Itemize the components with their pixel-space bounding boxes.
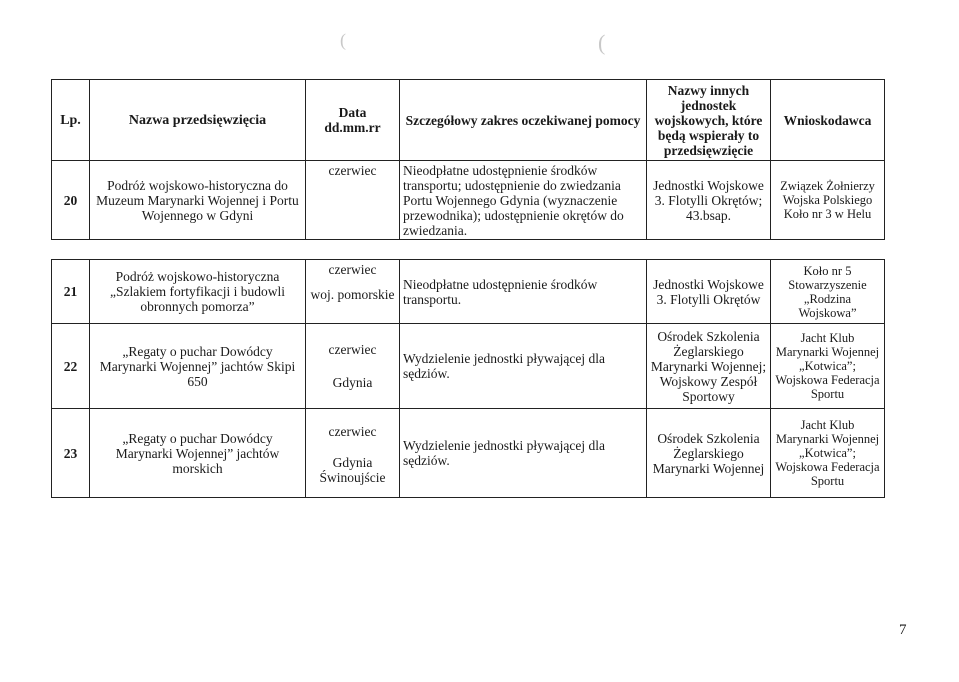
row-scope: Wydzielenie jednostki pływającej dla sędziów. <box>400 324 647 409</box>
row-date-month: czerwiec <box>328 262 377 277</box>
row-lp: 22 <box>52 324 90 409</box>
row-date <box>306 409 400 498</box>
row-scope: Nieodpłatne udostępnienie środków transportu; udostępnienie do zwiedzania Portu Wojennego Gdynia (wyznaczenie przewodnika); udostępnienie okrętów do zwiedzania. <box>400 161 647 240</box>
table-row <box>52 409 885 498</box>
table-row <box>52 161 885 240</box>
row-date-month: czerwiec <box>328 423 377 439</box>
row-scope: Wydzielenie jednostki pływającej dla sędziów. <box>400 409 647 498</box>
row-lp: 23 <box>52 409 90 498</box>
table-header-row <box>52 80 885 161</box>
assistance-table-part-2 <box>51 259 885 498</box>
row-date <box>306 260 400 324</box>
row-date <box>306 161 400 240</box>
row-lp: 20 <box>52 161 90 240</box>
row-date <box>306 324 400 409</box>
assistance-table-part-1 <box>51 79 885 240</box>
row-units: Jednostki Wojskowe 3. Flotylli Okrętów; 43.bsap. <box>647 161 771 240</box>
scan-mark-right: ( <box>598 30 606 55</box>
header-applicant: Wnioskodawca <box>771 80 885 161</box>
header-units: Nazwy innych jednostek wojskowych, które będą wspierały to przedsięwzięcie <box>647 80 771 161</box>
row-date-place: Gdynia Świnoujście <box>319 454 386 485</box>
row-units: Jednostki Wojskowe 3. Flotylli Okrętów <box>647 260 771 324</box>
row-name: Podróż wojskowo-historyczna do Muzeum Marynarki Wojennej i Portu Wojennego w Gdyni <box>90 161 306 240</box>
row-name: „Regaty o puchar Dowódcy Marynarki Wojennej” jachtów morskich <box>90 409 306 498</box>
row-lp: 21 <box>52 260 90 324</box>
row-units: Ośrodek Szkolenia Żeglarskiego Marynarki Wojennej; Wojskowy Zespół Sportowy <box>647 324 771 409</box>
row-units: Ośrodek Szkolenia Żeglarskiego Marynarki Wojennej <box>647 409 771 498</box>
row-applicant: Jacht Klub Marynarki Wojennej „Kotwica”; Wojskowa Federacja Sportu <box>771 409 885 498</box>
row-name: „Regaty o puchar Dowódcy Marynarki Wojennej” jachtów Skipi 650 <box>90 324 306 409</box>
header-name: Nazwa przedsięwzięcia <box>90 80 306 161</box>
row-date-month: czerwiec <box>328 342 377 357</box>
row-date-place: Gdynia <box>332 375 373 390</box>
header-date: Data dd.mm.rr <box>306 80 400 161</box>
row-applicant: Jacht Klub Marynarki Wojennej „Kotwica”; Wojskowa Federacja Sportu <box>771 324 885 409</box>
row-applicant: Koło nr 5 Stowarzyszenie „Rodzina Wojskowa” <box>771 260 885 324</box>
row-date-month: czerwiec <box>328 163 377 178</box>
header-scope: Szczegółowy zakres oczekiwanej pomocy <box>400 80 647 161</box>
row-applicant: Związek Żołnierzy Wojska Polskiego Koło nr 3 w Helu <box>771 161 885 240</box>
header-lp: Lp. <box>52 80 90 161</box>
row-scope: Nieodpłatne udostępnienie środków transportu. <box>400 260 647 324</box>
table-row <box>52 324 885 409</box>
row-name: Podróż wojskowo-historyczna „Szlakiem fortyfikacji i budowli obronnych pomorza” <box>90 260 306 324</box>
scan-mark-left: ( <box>340 30 346 50</box>
table-row <box>52 260 885 324</box>
page-number: 7 <box>899 622 907 638</box>
row-date-place: woj. pomorskie <box>310 287 395 302</box>
